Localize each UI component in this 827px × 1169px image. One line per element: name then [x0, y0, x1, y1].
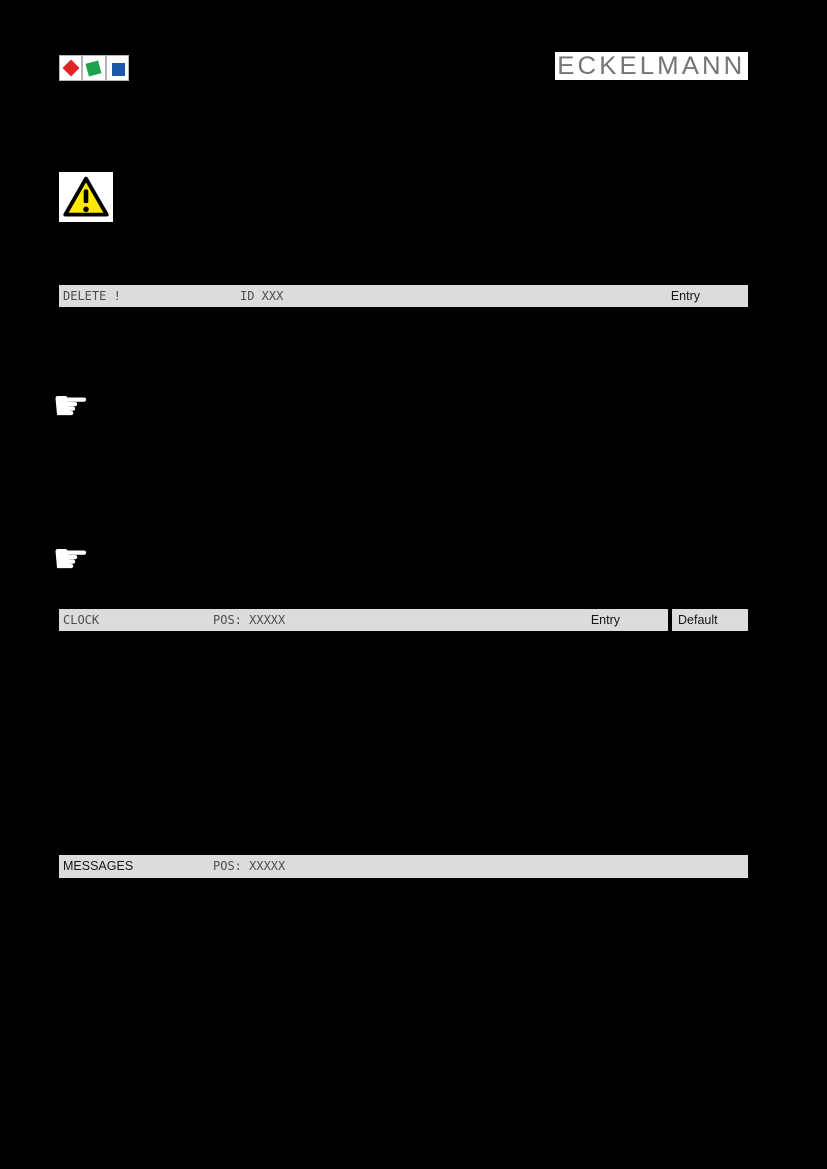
eckelmann-wordmark: ECKELMANN — [557, 52, 746, 80]
clock-bar-entry-header: Entry — [590, 613, 620, 627]
warning-icon-box — [59, 172, 113, 222]
clock-bar-title: CLOCK — [63, 613, 100, 627]
logo-cell-green — [82, 55, 105, 81]
clock-bar-main-segment — [59, 609, 668, 631]
messages-bar-title: MESSAGES — [63, 859, 134, 873]
display-bar-delete — [59, 285, 748, 307]
brand-logo — [59, 55, 129, 81]
warning-icon — [63, 176, 109, 218]
delete-bar-id-field: ID XXX — [240, 289, 284, 303]
display-bar-messages — [59, 855, 748, 878]
pointing-hand-icon: ☛ — [52, 534, 90, 583]
red-square-icon — [62, 60, 79, 77]
clock-bar-pos-field: POS: XXXXX — [213, 613, 286, 627]
logo-cell-blue — [106, 55, 129, 81]
messages-bar-pos-field: POS: XXXXX — [213, 859, 286, 873]
logo-cell-red — [59, 55, 82, 81]
clock-bar-default-header: Default — [678, 613, 718, 627]
delete-bar-title: DELETE ! — [63, 289, 121, 303]
blue-square-icon — [112, 63, 125, 76]
eckelmann-logo — [555, 52, 748, 80]
green-square-icon — [86, 60, 102, 76]
pointing-hand-icon: ☛ — [52, 381, 90, 430]
display-bar-clock — [59, 609, 748, 631]
clock-bar-default-segment — [672, 609, 748, 631]
delete-bar-entry-header: Entry — [670, 289, 700, 303]
